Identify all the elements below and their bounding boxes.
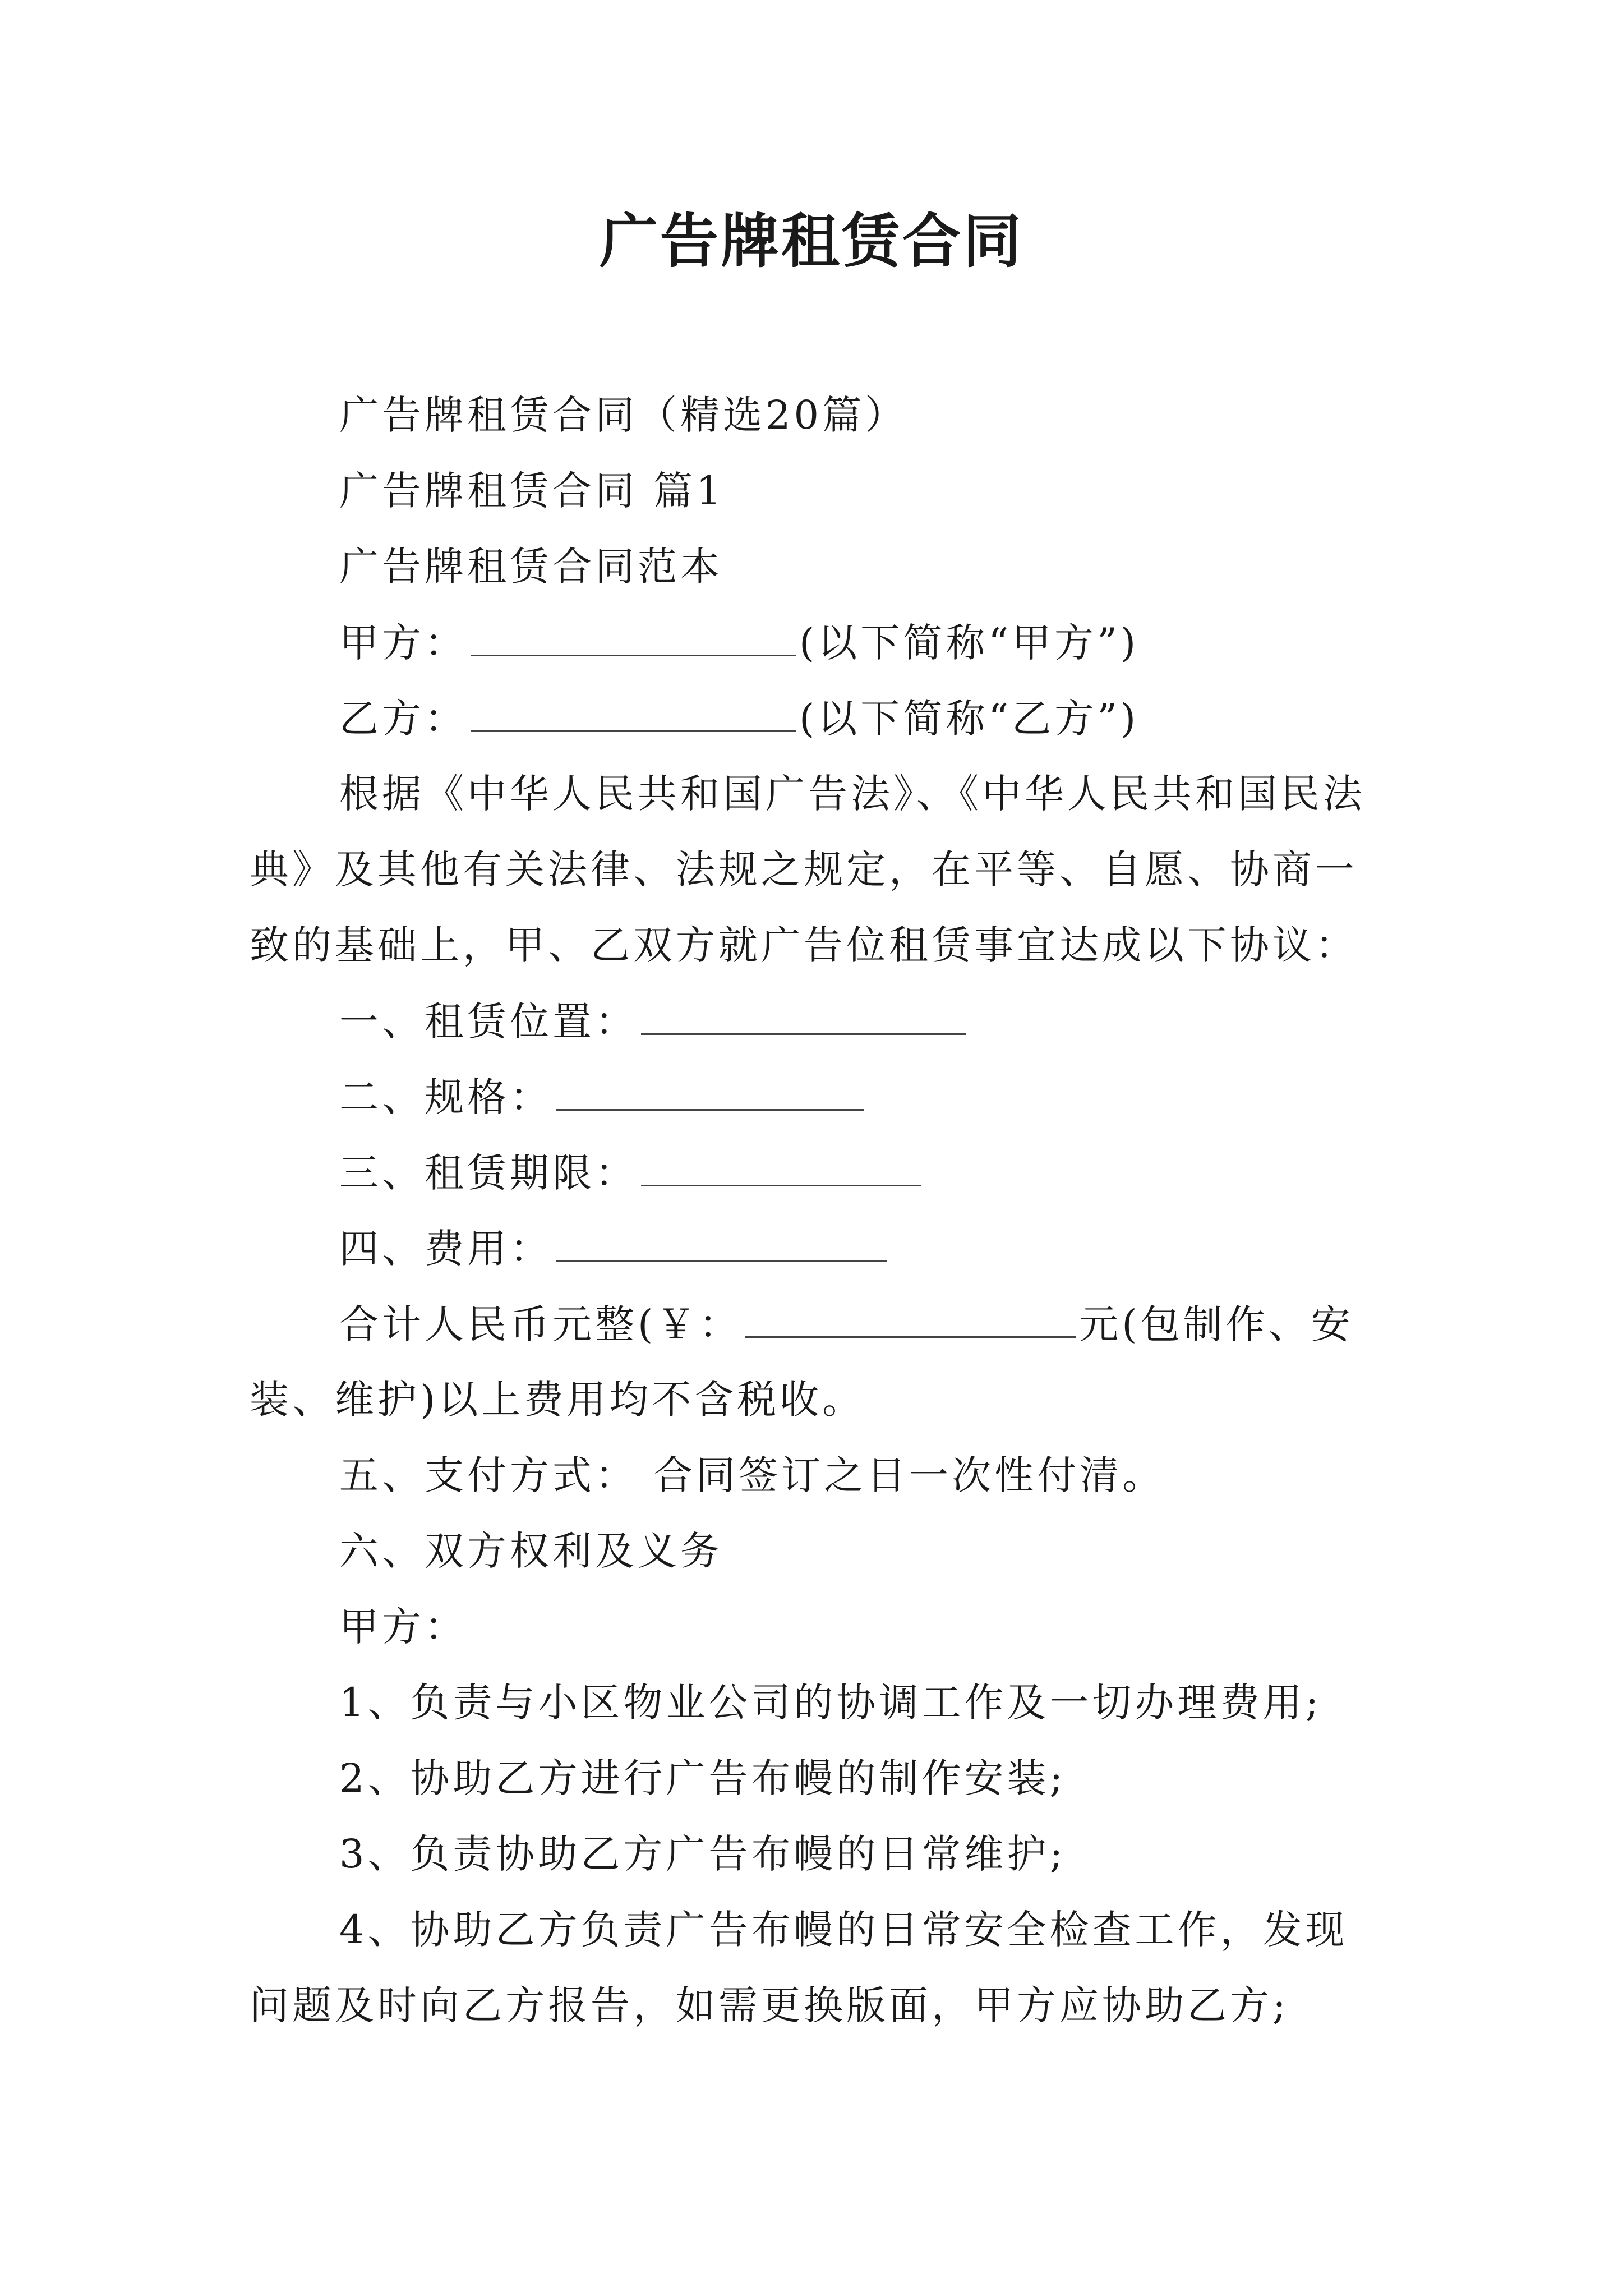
document-title: 广告牌租赁合同 [599, 206, 1023, 275]
clause-fee [250, 1220, 1377, 1277]
template-heading: 广告牌租赁合同范本 [339, 544, 723, 590]
clause-spec-label: 二、规格： [339, 1074, 552, 1120]
duty-item-continued: 问题及时向乙方报告，如需更换版面，甲方应协助乙方; [250, 1982, 1289, 2028]
total-blank[interactable] [745, 1296, 1076, 1338]
term-blank[interactable] [641, 1144, 921, 1186]
party-b-line [250, 690, 1377, 747]
clause-payment: 五、支付方式： 合同签订之日一次性付清。 [339, 1452, 1165, 1498]
party-b-label: 乙方： [339, 696, 467, 742]
party-a-duties-heading: 甲方： [339, 1604, 467, 1650]
party-a-alias: (以下简称“甲方”) [799, 620, 1140, 666]
clause-fee-label: 四、费用： [339, 1226, 552, 1272]
duty-item: 3、负责协助乙方广告布幔的日常维护; [339, 1831, 1067, 1877]
party-a-line [250, 614, 1377, 671]
clause-location [250, 993, 1377, 1050]
paragraph-line: 致的基础上，甲、乙双方就广告位租赁事宜达成以下协议： [250, 922, 1358, 968]
party-a-label: 甲方： [339, 620, 467, 666]
fee-blank[interactable] [556, 1220, 887, 1262]
subtitle-line: 广告牌租赁合同（精选20篇） [339, 392, 908, 438]
party-b-blank[interactable] [471, 690, 796, 732]
duty-item: 2、协助乙方进行广告布幔的制作安装; [339, 1755, 1067, 1801]
clause-spec [250, 1069, 1377, 1125]
total-line [250, 1296, 1377, 1352]
clause-term [250, 1144, 1377, 1201]
duty-item: 4、协助乙方负责广告布幔的日常安全检查工作，发现 [339, 1907, 1348, 1953]
total-suffix: 元(包制作、安 [1079, 1301, 1354, 1347]
total-label: 合计人民币元整(￥： [339, 1301, 742, 1347]
paragraph-line: 根据《中华人民共和国广告法》、《中华人民共和国民法 [339, 771, 1366, 817]
location-blank[interactable] [641, 993, 966, 1035]
clause-rights: 六、双方权利及义务 [339, 1528, 723, 1574]
party-b-alias: (以下简称“乙方”) [799, 696, 1140, 742]
paragraph-line: 装、维护)以上费用均不含税收。 [250, 1377, 865, 1423]
spec-blank[interactable] [556, 1069, 864, 1111]
duty-item: 1、负责与小区物业公司的协调工作及一切办理费用; [339, 1680, 1322, 1726]
paragraph-line: 典》及其他有关法律、法规之规定，在平等、自愿、协商一 [250, 846, 1358, 892]
clause-location-label: 一、租赁位置： [339, 999, 638, 1045]
party-a-blank[interactable] [471, 614, 796, 656]
section-heading: 广告牌租赁合同 篇1 [339, 468, 725, 514]
clause-term-label: 三、租赁期限： [339, 1150, 638, 1196]
